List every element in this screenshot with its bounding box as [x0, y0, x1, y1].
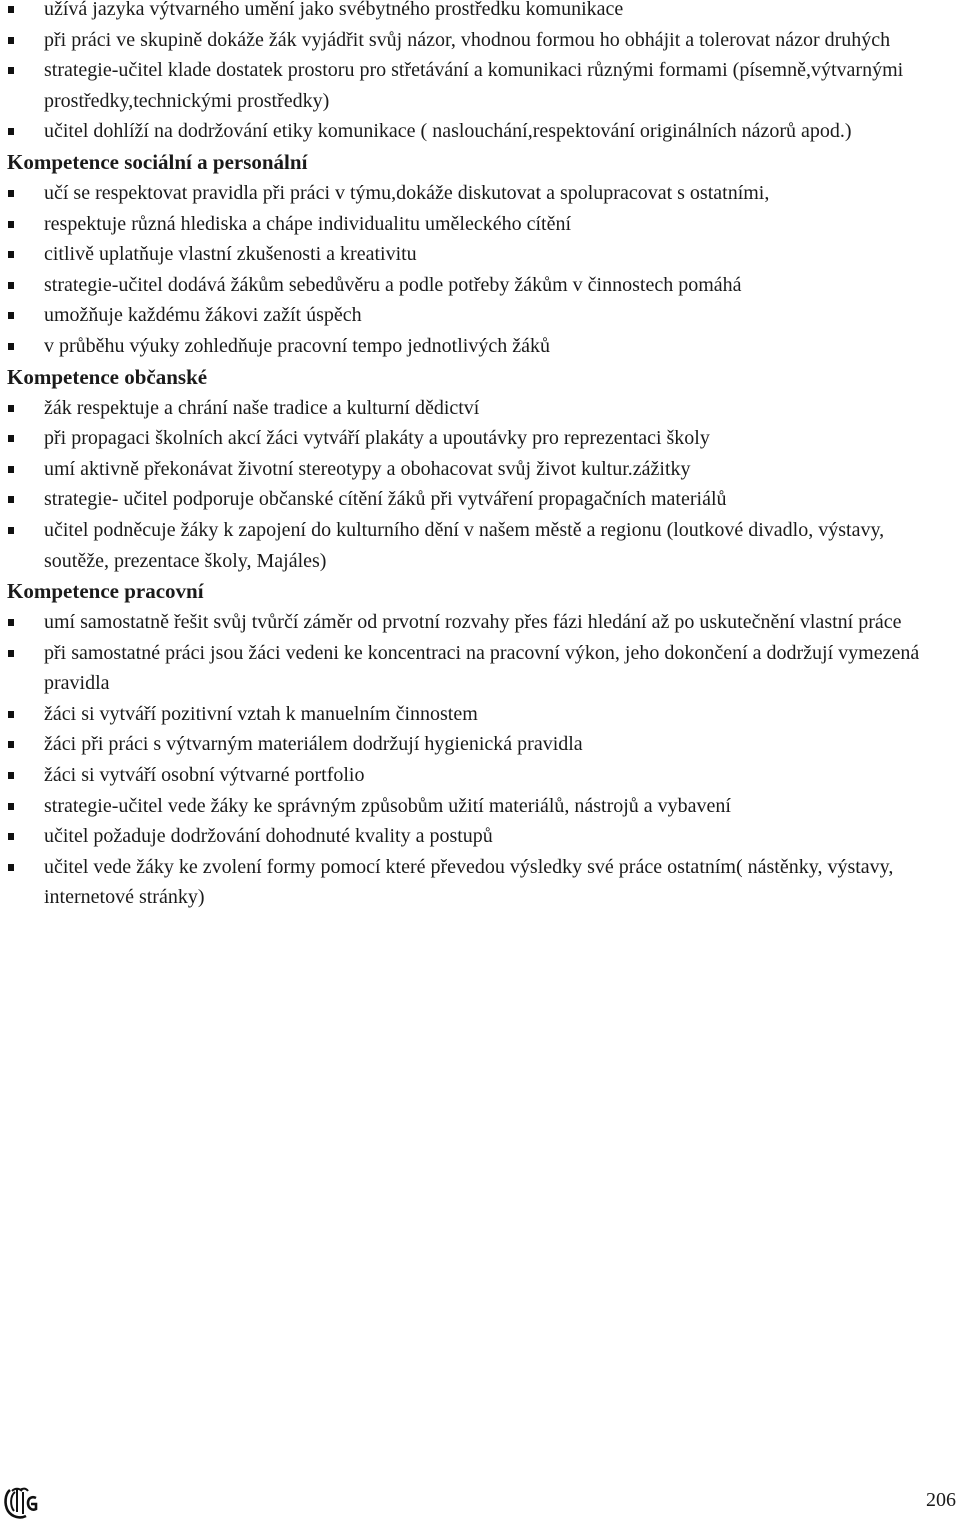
social-competence-list [7, 178, 953, 362]
list-item-text: při propagaci školních akcí žáci vytváří plakáty a upoutávky pro reprezentaci školy [44, 427, 710, 450]
list-item-text: citlivě uplatňuje vlastní zkušenosti a kreativitu [44, 243, 417, 266]
square-bullet-icon [8, 312, 14, 319]
list-item-text: žák respektuje a chrání naše tradice a kulturní dědictví [44, 396, 480, 419]
list-item-text: v průběhu výuky zohledňuje pracovní tempo jednotlivých žáků [44, 334, 550, 357]
section-heading-social: Kompetence sociální a personální [7, 149, 308, 174]
square-bullet-icon [8, 803, 14, 810]
square-bullet-icon [8, 343, 14, 350]
list-item [7, 607, 953, 638]
list-item-text: umí samostatně řešit svůj tvůrčí záměr od prvotní rozvahy přes fázi hledání až po uskutečnění vlastní práce [44, 611, 902, 634]
list-item-text: respektuje různá hlediska a chápe individualitu uměleckého cítění [44, 212, 572, 235]
square-bullet-icon [8, 650, 14, 657]
list-item-text: strategie-učitel klade dostatek prostoru pro střetávání a komunikaci různými formami (písemně,výtvarnými prostředky,technickými prostředky) [44, 59, 904, 112]
list-item [7, 239, 953, 270]
square-bullet-icon [8, 833, 14, 840]
list-item [7, 484, 953, 515]
square-bullet-icon [8, 466, 14, 473]
list-item-text: při práci ve skupině dokáže žák vyjádřit svůj názor, vhodnou formou ho obhájit a tolerovat názor druhých [44, 28, 891, 51]
list-item-text: umožňuje každému žákovi zažít úspěch [44, 304, 362, 327]
list-item-text: žáci při práci s výtvarným materiálem dodržují hygienická pravidla [44, 733, 583, 756]
list-item-text: žáci si vytváří pozitivní vztah k manuelním činnostem [44, 702, 478, 725]
list-item-text: při samostatné práci jsou žáci vedeni ke koncentraci na pracovní výkon, jeho dokončení a dodržují vymezená pravidla [44, 641, 920, 695]
list-item-text: učitel požaduje dodržování dohodnuté kvality a postupů [44, 825, 493, 848]
list-item [7, 25, 953, 56]
list-item [7, 0, 953, 25]
list-item [7, 178, 953, 209]
square-bullet-icon [8, 435, 14, 442]
square-bullet-icon [8, 619, 14, 626]
page-number: 206 [926, 1489, 956, 1511]
list-item-text: strategie-učitel dodává žákům sebedůvěru a podle potřeby žákům v činnostech pomáhá [44, 273, 742, 296]
document-body [7, 0, 953, 913]
list-item-text: umí aktivně překonávat životní stereotypy a obohacovat svůj život kultur.zážitky [44, 457, 691, 480]
work-competence-list [7, 607, 953, 913]
list-item-text: učitel podněcuje žáky k zapojení do kulturního dění v našem městě a regionu (loutkové divadlo, výstavy, soutěže, prezentace školy, Majáles) [44, 518, 885, 572]
list-item [7, 300, 953, 331]
list-item [7, 55, 953, 116]
list-item [7, 852, 953, 913]
list-item [7, 638, 953, 699]
list-item [7, 393, 953, 424]
square-bullet-icon [8, 772, 14, 779]
list-item-text: strategie-učitel vede žáky ke správným způsobům užití materiálů, nástrojů a vybavení [44, 794, 731, 817]
list-item [7, 270, 953, 301]
list-item-text: učitel vede žáky ke zvolení formy pomocí které převedou výsledky své práce ostatním( nástěnky, výstavy, internetové stránky) [44, 855, 894, 909]
square-bullet-icon [8, 282, 14, 289]
list-item [7, 454, 953, 485]
list-item [7, 515, 953, 576]
list-item [7, 821, 953, 852]
list-item [7, 423, 953, 454]
square-bullet-icon [8, 864, 14, 871]
square-bullet-icon [8, 711, 14, 718]
square-bullet-icon [8, 741, 14, 748]
square-bullet-icon [8, 67, 14, 74]
list-item [7, 699, 953, 730]
list-item-text: učitel dohlíží na dodržování etiky komunikace ( naslouchání,respektování originálních názorů apod.) [44, 120, 852, 143]
list-item-text: užívá jazyka výtvarného umění jako svébytného prostředku komunikace [44, 0, 624, 20]
section-heading-work: Kompetence pracovní [7, 579, 204, 604]
civic-competence-list [7, 393, 953, 577]
square-bullet-icon [8, 128, 14, 135]
square-bullet-icon [8, 6, 14, 13]
square-bullet-icon [8, 527, 14, 534]
square-bullet-icon [8, 221, 14, 228]
list-item [7, 116, 953, 147]
list-item-text: žáci si vytváří osobní výtvarné portfolio [44, 764, 365, 787]
list-item [7, 209, 953, 240]
square-bullet-icon [8, 37, 14, 44]
square-bullet-icon [8, 251, 14, 258]
list-item [7, 729, 953, 760]
list-item-text: učí se respektovat pravidla při práci v týmu,dokáže diskutovat a spolupracovat s ostatními, [44, 181, 770, 204]
intro-list [7, 0, 953, 147]
section-heading-civic: Kompetence občanské [7, 364, 208, 389]
list-item [7, 331, 953, 362]
list-item-text: strategie- učitel podporuje občanské cítění žáků při vytváření propagačních materiálů [44, 488, 727, 511]
square-bullet-icon [8, 190, 14, 197]
square-bullet-icon [8, 496, 14, 503]
square-bullet-icon [8, 405, 14, 412]
school-logo-icon [3, 1484, 39, 1520]
list-item [7, 791, 953, 822]
list-item [7, 760, 953, 791]
